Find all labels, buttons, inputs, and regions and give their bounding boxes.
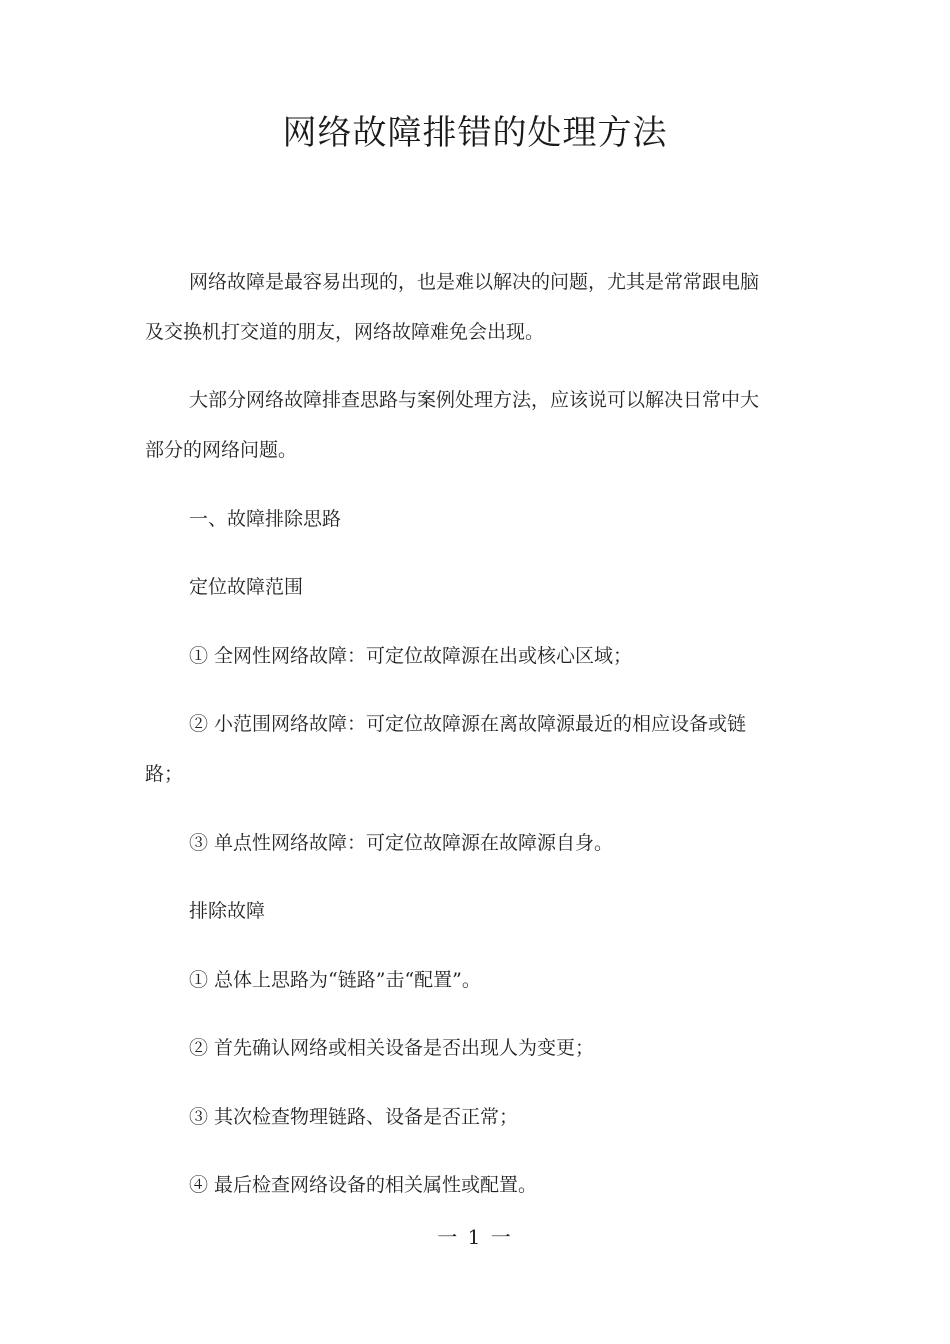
document-title: 网络故障排错的处理方法 bbox=[282, 113, 668, 153]
list-item bbox=[145, 1170, 808, 1200]
paragraph-line: 一、故障排除思路 bbox=[189, 508, 342, 530]
paragraph-line: 及交换机打交道的朋友，网络故障难免会出现。 bbox=[145, 321, 545, 343]
section-heading bbox=[145, 504, 808, 534]
paragraph-intro bbox=[145, 267, 808, 347]
paragraph-line: 排除故障 bbox=[189, 900, 266, 922]
paragraph-line: ② 小范围网络故障：可定位故障源在离故障源最近的相应设备或链 bbox=[189, 713, 747, 735]
paragraph-summary bbox=[145, 385, 808, 465]
paragraph-line: ② 首先确认网络或相关设备是否出现人为变更； bbox=[189, 1037, 595, 1059]
subheading-locate bbox=[145, 572, 808, 602]
paragraph-line: 网络故障是最容易出现的，也是难以解决的问题，尤其是常常跟电脑 bbox=[189, 271, 760, 293]
paragraph-line: ③ 其次检查物理链路、设备是否正常； bbox=[189, 1106, 519, 1128]
paragraph-line: 部分的网络问题。 bbox=[145, 439, 298, 461]
paragraph-line: 大部分网络故障排查思路与案例处理方法，应该说可以解决日常中大 bbox=[189, 389, 760, 411]
paragraph-line: 定位故障范围 bbox=[189, 576, 304, 598]
paragraph-line: ③ 单点性网络故障：可定位故障源在故障源自身。 bbox=[189, 832, 614, 854]
list-item bbox=[145, 1033, 808, 1063]
paragraph-line: ① 总体上思路为“链路”击“配置”。 bbox=[189, 969, 481, 991]
list-item bbox=[145, 828, 808, 858]
list-item bbox=[145, 709, 808, 789]
list-item bbox=[145, 641, 808, 671]
paragraph-line: 路； bbox=[145, 763, 184, 785]
paragraph-line: ④ 最后检查网络设备的相关属性或配置。 bbox=[189, 1174, 538, 1196]
paragraph-line: ① 全网性网络故障：可定位故障源在出或核心区域； bbox=[189, 645, 633, 667]
list-item bbox=[145, 965, 808, 995]
page-number: 一 1 一 bbox=[437, 1225, 513, 1249]
subheading-troubleshoot bbox=[145, 896, 808, 926]
list-item bbox=[145, 1102, 808, 1132]
